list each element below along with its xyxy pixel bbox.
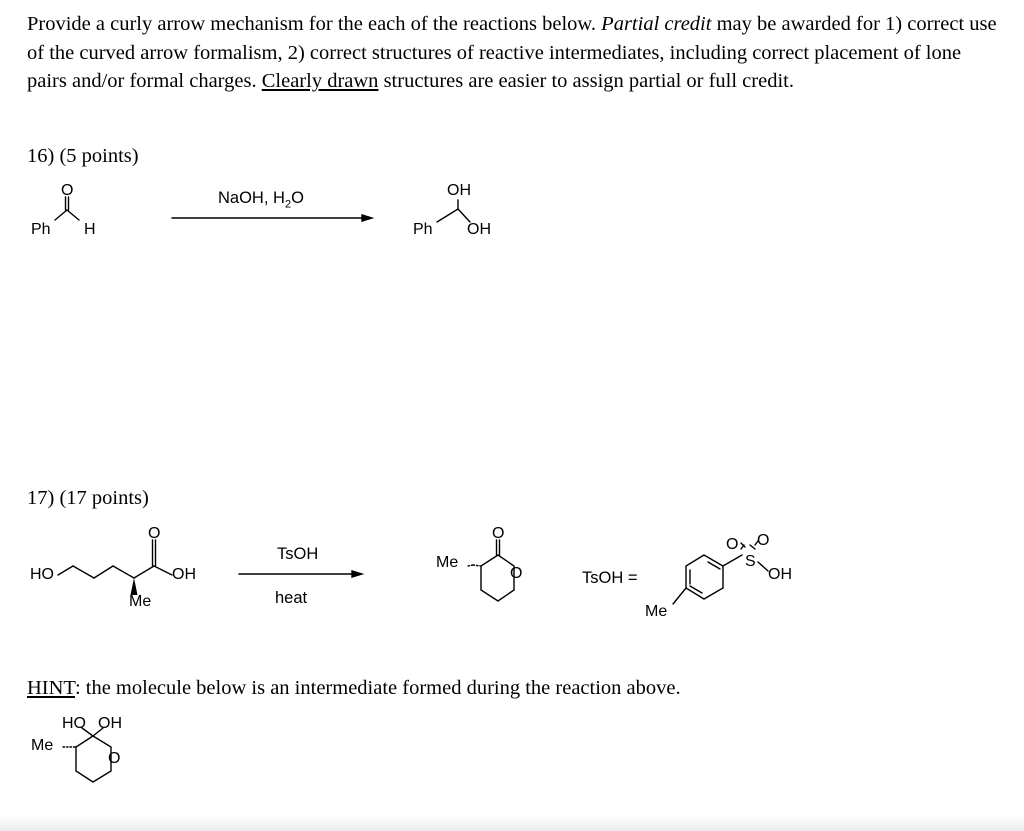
q17-product-o-ring: O <box>510 565 523 582</box>
question-16-label: 16) (5 points) <box>27 145 139 167</box>
q16-reaction-arrow <box>172 215 372 221</box>
tsoh-me: Me <box>645 603 668 620</box>
tsoh-oh: OH <box>768 566 792 583</box>
q16-reagent-naoh: NaOH, H <box>218 189 285 207</box>
q16-reactant-ph: Ph <box>31 221 51 238</box>
question-17-label: 17) (17 points) <box>27 487 149 509</box>
q16-reagent-o: O <box>291 189 304 207</box>
q16-product-oh-right: OH <box>467 221 491 238</box>
hint-word: HINT <box>27 677 75 699</box>
hydroxy-acid-structure <box>58 540 172 595</box>
instructions-text-1: Provide a curly arrow mechanism for the each of the reactions below. <box>27 13 602 35</box>
benzaldehyde-structure <box>55 197 79 220</box>
q17-reaction-arrow <box>239 571 362 577</box>
tsoh-s: S <box>745 553 756 570</box>
q17-reagent-bottom: heat <box>275 589 308 607</box>
q16-reactant-o: O <box>61 182 74 199</box>
intermediate-structure <box>63 728 111 782</box>
instructions-text-2: may be awarded for 1) correct use of the curved arrow formalism, 2) correct structures of reactive intermediates, including correct placement of lone pairs and/or formal charges. <box>27 13 997 92</box>
q16-reactant-h: H <box>84 221 96 238</box>
clearly-drawn-underlined: Clearly drawn <box>261 70 379 92</box>
q17-reactant-ho: HO <box>30 566 54 583</box>
instructions-text-3: structures are easier to assign partial or full credit. <box>378 70 794 92</box>
tsoh-structure <box>673 541 768 604</box>
q16-product-oh-top: OH <box>447 182 471 199</box>
intermediate-ho: HO <box>62 715 86 732</box>
tsoh-definition-label: TsOH = <box>582 569 638 587</box>
intermediate-o-ring: O <box>108 750 121 767</box>
hint-rest: : the molecule below is an intermediate formed during the reaction above. <box>74 677 681 699</box>
q16-product-ph: Ph <box>413 221 433 238</box>
tsoh-o2: O <box>757 532 770 549</box>
intermediate-oh: OH <box>98 715 122 732</box>
lactone-structure <box>468 540 514 601</box>
q17-product-o-carbonyl: O <box>492 525 505 542</box>
q17-reactant-o: O <box>148 525 161 542</box>
q17-reagent-top: TsOH <box>277 545 319 563</box>
tsoh-o1: O <box>726 536 739 553</box>
q17-product-me: Me <box>436 554 459 571</box>
q16-reagent <box>218 189 304 213</box>
partial-credit-italic: Partial credit <box>601 13 712 35</box>
q17-reactant-me: Me <box>129 593 152 610</box>
bottom-edge-shadow <box>0 815 1024 831</box>
intermediate-me: Me <box>31 737 54 754</box>
q17-reactant-oh: OH <box>172 566 196 583</box>
hydrate-structure <box>437 200 470 222</box>
q16-reagent-subscript: 2 <box>284 198 292 211</box>
